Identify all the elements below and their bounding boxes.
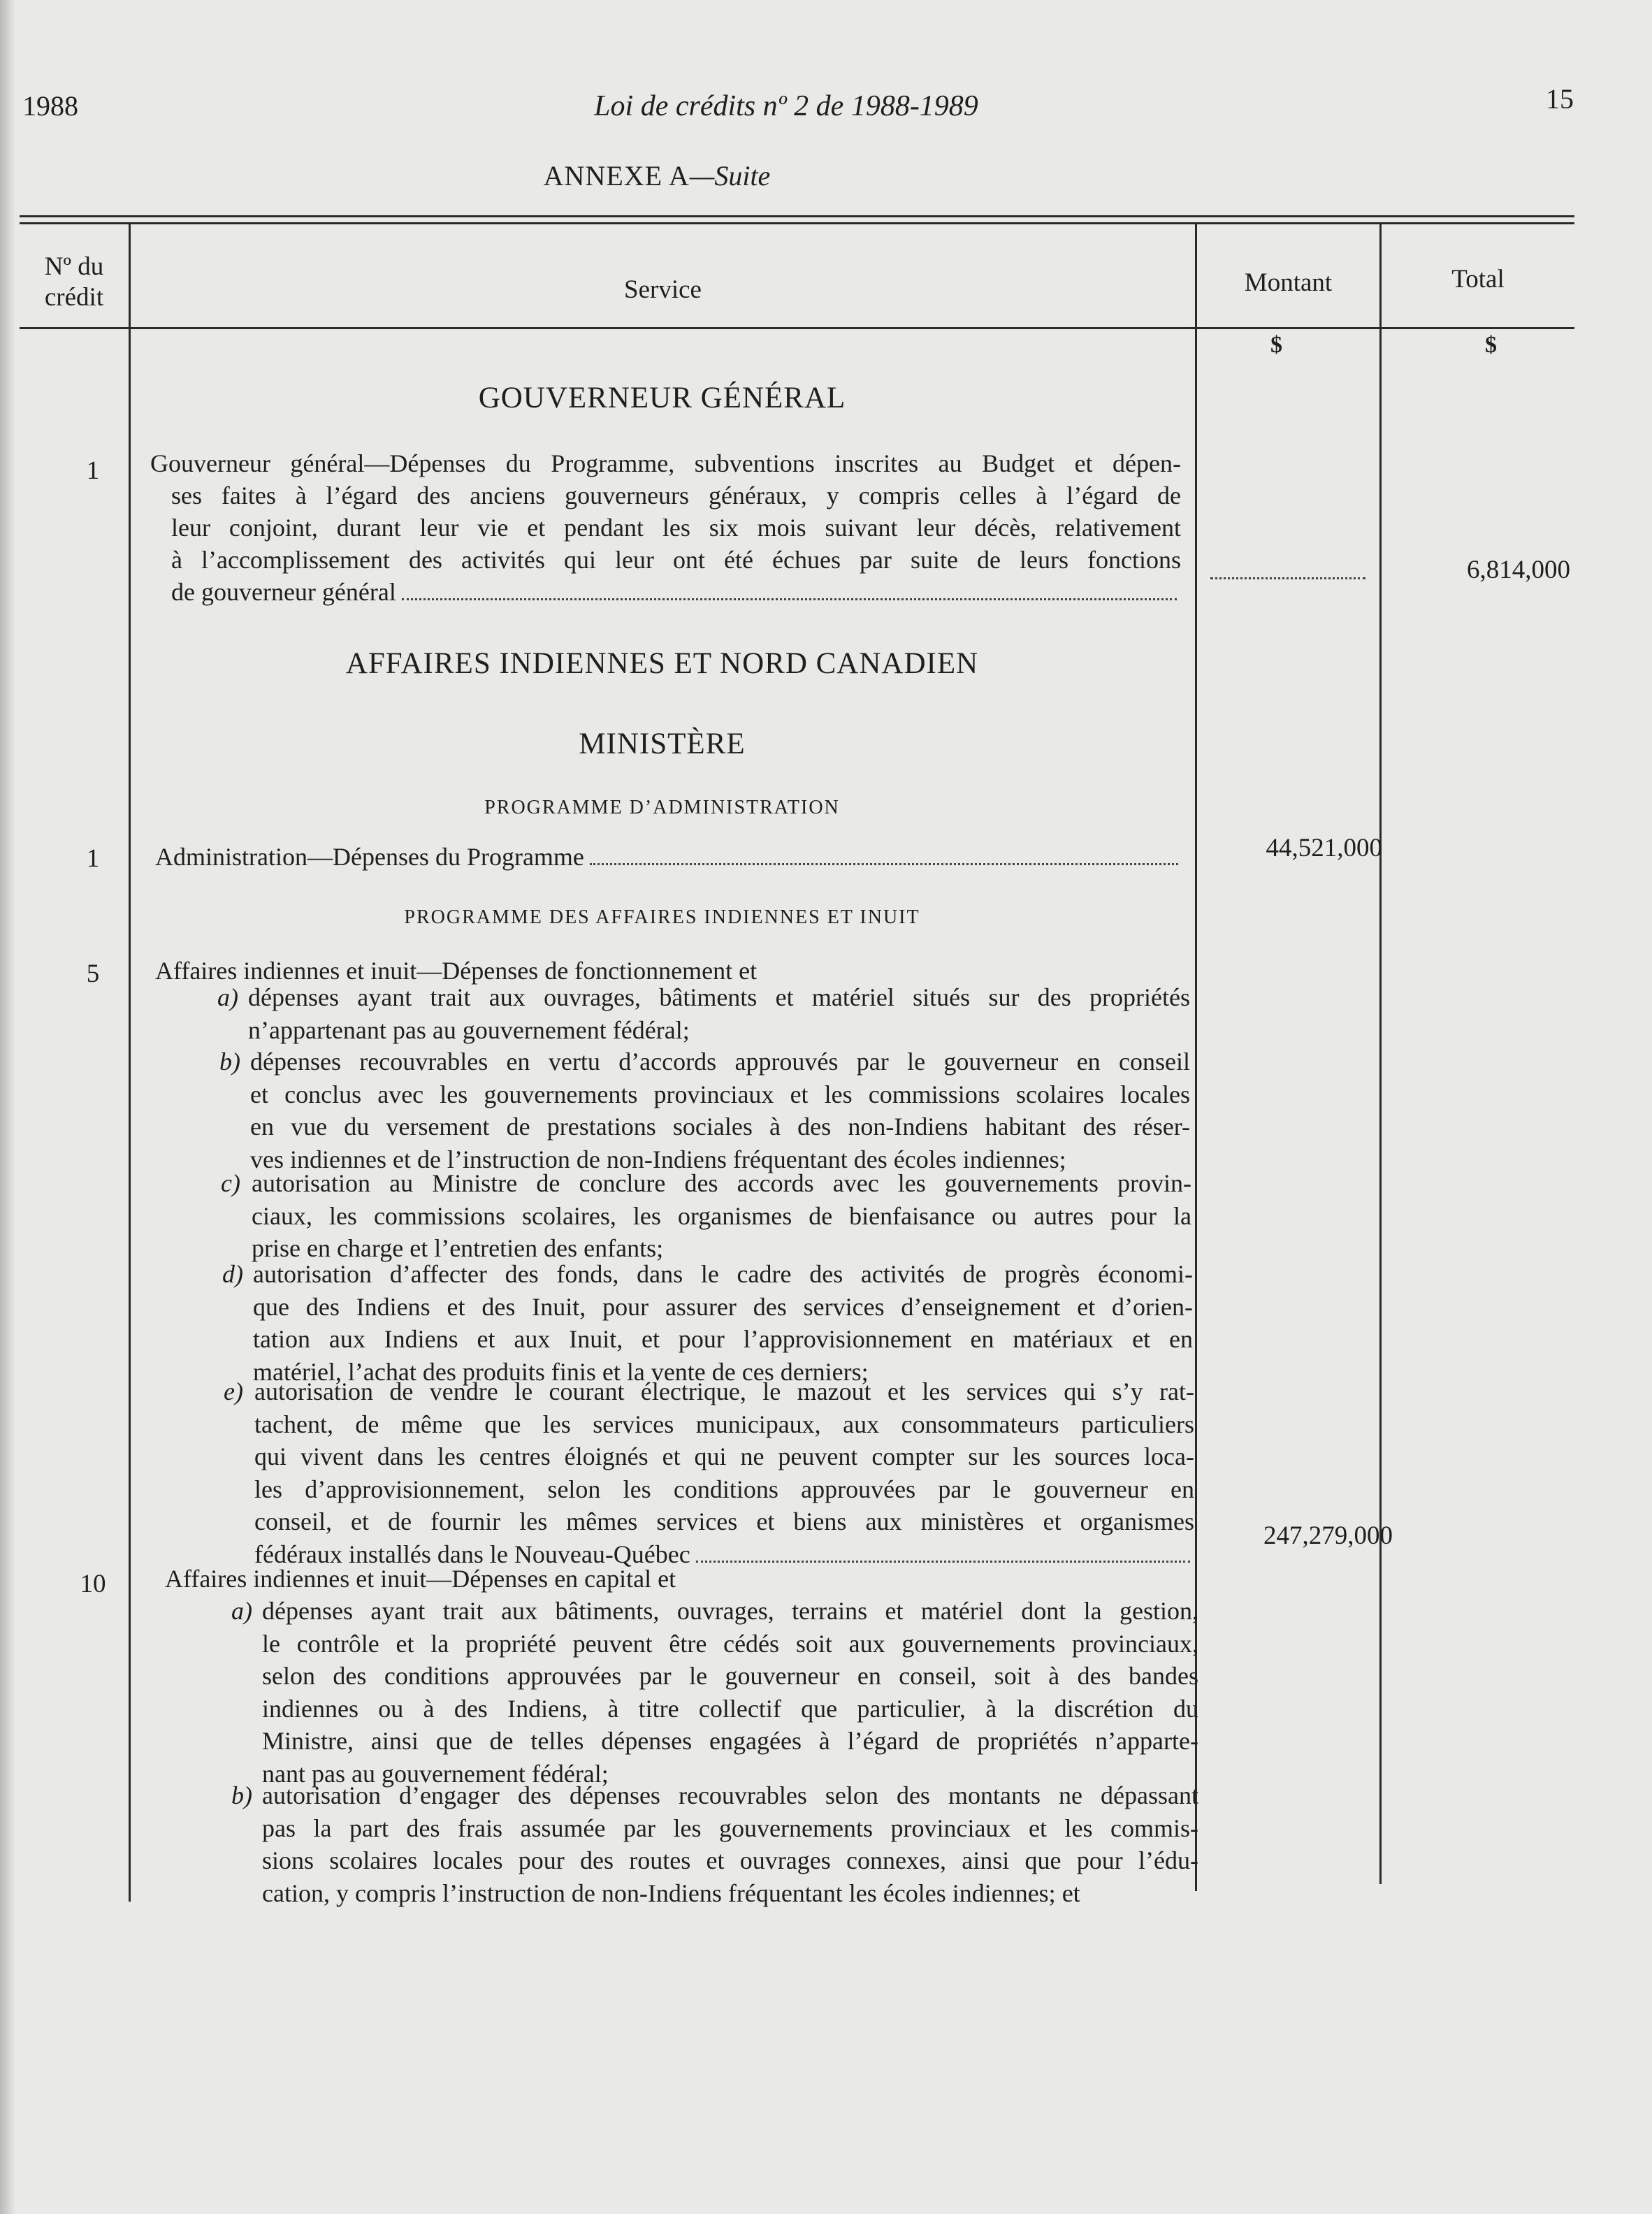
section-heading-governor-general: GOUVERNEUR GÉNÉRAL [478,382,846,414]
text-line: les d’approvisionnement, selon les conditions approuvées par le gouverneur en [254,1475,1194,1503]
text-line: que des Indiens et des Inuit, pour assurer des services d’enseignement et d’orien- [253,1292,1193,1321]
text-line: nant pas au gouvernement fédéral; [262,1759,609,1788]
text-line: dépenses recouvrables en vertu d’accords approuvés par le gouverneur en conseil [250,1048,1190,1076]
vote-number: 1 [86,844,100,873]
text-line: et conclus avec les gouvernements provinciaux et les commissions scolaires locales [250,1080,1190,1108]
program-heading-administration: PROGRAMME D’ADMINISTRATION [484,797,840,818]
text-line: pas la part des frais assumée par les gouvernements provinciaux et les commis- [262,1814,1198,1842]
amount-currency: $ [1270,332,1282,358]
header-title: Loi de crédits nº 2 de 1988-1989 [594,90,978,122]
vote-description-administration [155,841,1182,873]
list-item-a [217,981,1190,1046]
text-line: ves indiennes et de l’instruction de non-Indiens fréquentant des écoles indiennes; [250,1145,1066,1173]
amount-value: 247,279,000 [1263,1521,1393,1550]
vote-number: 1 [86,456,100,485]
amount-value: 44,521,000 [1266,834,1382,862]
annex-title [0,159,1314,192]
dot-leader [590,863,1178,865]
vote-intro-operating: Affaires indiennes et inuit—Dépenses de fonctionnement et [155,957,758,985]
text-line: conseil, et de fournir les mêmes services et biens aux ministères et organismes [254,1507,1194,1535]
text-line: en vue du versement de prestations sociales à des non-Indiens habitant des réser- [250,1113,1190,1141]
text-line: à l’accomplissement des activités qui leur ont été échues par suite de leurs fonctions [171,546,1181,574]
total-value: 6,814,000 [1467,556,1570,584]
list-item-e [224,1375,1194,1570]
page-number: 15 [1546,83,1574,115]
dot-leader [696,1561,1190,1563]
text-line: le contrôle et la propriété peuvent être cédés soit aux gouvernements provinciaux, [262,1629,1198,1658]
column-header-total: Total [1451,265,1505,294]
section-heading-indian-northern-affairs: AFFAIRES INDIENNES ET NORD CANADIEN [345,647,979,680]
text-line: autorisation d’affecter des fonds, dans le cadre des activités de progrès économi- [253,1260,1193,1288]
text-line: prise en charge et l’entretien des enfants; [252,1234,664,1262]
text-line: cation, y compris l’instruction de non-Indiens fréquentant les écoles indiennes; et [262,1879,1080,1907]
dot-leader-amount-column [1210,577,1365,579]
table-header-rule [20,327,1574,329]
table-top-rule-double [20,222,1574,224]
total-currency: $ [1485,332,1497,358]
program-heading-indian-inuit: PROGRAMME DES AFFAIRES INDIENNES ET INUIT [404,906,920,928]
list-item-b [231,1779,1198,1909]
text-line: ses faites à l’égard des anciens gouverneurs généraux, y compris celles à l’égard de [171,482,1181,509]
column-header-service: Service [624,275,702,304]
vote-number: 10 [80,1570,106,1598]
text-line: de gouverneur général [171,578,396,606]
dot-leader [402,598,1177,600]
item-label: e) [224,1377,243,1405]
annex-suffix: —Suite [689,160,771,191]
item-label: a) [217,983,238,1011]
header-year: 1988 [22,90,78,122]
text-line: sions scolaires locales pour des routes et ouvrages connexes, ainsi que pour l’édu- [262,1846,1198,1874]
text-line: qui vivent dans les centres éloignés et qui ne peuvent compter sur les sources loca- [254,1442,1194,1470]
item-label: b) [231,1781,252,1809]
page-edge-shadow [0,0,15,2214]
column-header-vote-line1: Nº du [44,252,104,281]
list-item-d [222,1258,1193,1388]
item-label: d) [222,1260,243,1288]
text-line: selon des conditions approuvées par le gouverneur en conseil, soit à des bandes [262,1662,1198,1690]
list-item-c [221,1167,1191,1265]
item-label: c) [221,1169,240,1197]
text-line: dépenses ayant trait aux ouvrages, bâtiments et matériel situés sur des propriétés [248,983,1190,1011]
text-line: tachent, de même que les services municipaux, aux consommateurs particuliers [254,1410,1194,1438]
text-line: leur conjoint, durant leur vie et pendant les six mois suivant leur décès, relativement [171,514,1181,542]
vote-intro-capital: Affaires indiennes et inuit—Dépenses en capital et [165,1565,676,1593]
item-label: a) [231,1597,252,1625]
vote-number: 5 [86,960,100,988]
column-divider-vote [129,224,131,1902]
column-header-vote-line2: crédit [44,283,104,312]
text-line: autorisation au Ministre de conclure des accords avec les gouvernements provin- [252,1169,1191,1197]
text-line: indiennes ou à des Indiens, à titre collectif que particulier, à la discrétion du [262,1694,1198,1723]
text-line: ciaux, les commissions scolaires, les organismes de bienfaisance ou autres pour la [252,1201,1191,1230]
text-line: Ministre, ainsi que de telles dépenses engagées à l’égard de propriétés n’apparte- [262,1727,1198,1755]
table-top-rule [20,215,1574,217]
item-label: b) [219,1048,240,1076]
list-item-b [219,1046,1190,1175]
annex-main: ANNEXE A [543,160,690,191]
list-item-a [231,1595,1198,1790]
text-line: Gouverneur général—Dépenses du Programme, subventions inscrites au Budget et dépen- [150,449,1181,477]
subheading-ministry: MINISTÈRE [579,728,746,760]
text-line: tation aux Indiens et aux Inuit, et pour l’approvisionnement en matériaux et en [253,1325,1193,1353]
text-line-leader [150,576,1181,608]
vote-description-governor-general [150,447,1181,608]
text-line: autorisation de vendre le courant électrique, le mazout et les services qui s’y rat- [254,1377,1194,1405]
text-line: matériel, l’achat des produits finis et la vente de ces derniers; [253,1357,869,1386]
column-divider-total [1379,224,1382,1884]
text-line: autorisation d’engager des dépenses recouvrables selon des montants ne dépassant [262,1781,1198,1809]
text-line: Administration—Dépenses du Programme [155,843,584,871]
column-header-amount: Montant [1244,268,1333,297]
text-line: n’appartenant pas au gouvernement fédéral; [248,1015,690,1044]
text-line: fédéraux installés dans le Nouveau-Québec [254,1540,690,1568]
column-header-vote [20,252,129,313]
text-line: dépenses ayant trait aux bâtiments, ouvrages, terrains et matériel dont la gestion, [262,1597,1198,1625]
